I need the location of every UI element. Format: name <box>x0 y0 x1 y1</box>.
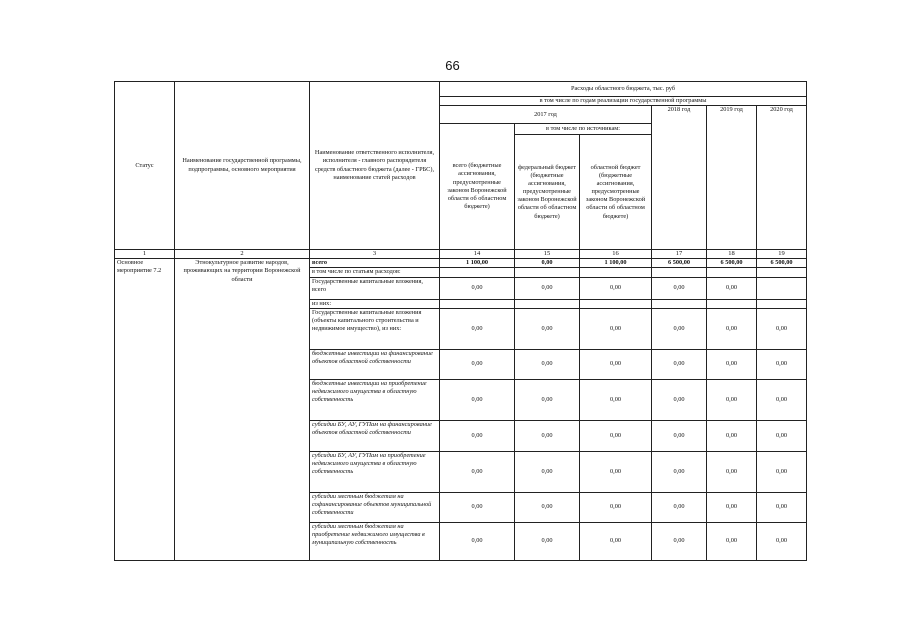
value-cell: 0,00 <box>515 522 580 560</box>
main-name: Этнокультурное развитие народов, проживающих на территории Воронежской области <box>175 259 310 561</box>
value-cell: 6 500,00 <box>757 259 807 268</box>
value-cell: 0,00 <box>652 522 707 560</box>
value-cell: 6 500,00 <box>652 259 707 268</box>
value-cell: 0,00 <box>580 451 652 492</box>
value-cell: 0,00 <box>515 420 580 451</box>
value-cell: 0,00 <box>652 420 707 451</box>
value-cell: 0,00 <box>652 277 707 299</box>
value-cell <box>515 268 580 277</box>
value-cell: 0,00 <box>515 379 580 420</box>
value-cell: 0,00 <box>580 308 652 349</box>
value-cell <box>652 299 707 308</box>
value-cell: 0,00 <box>580 379 652 420</box>
header-row-1 <box>115 82 807 97</box>
column-number: 1 <box>115 250 175 259</box>
value-cell: 0,00 <box>652 451 707 492</box>
value-cell: 1 100,00 <box>440 259 515 268</box>
value-cell: 0,00 <box>707 492 757 522</box>
value-cell: 0,00 <box>707 277 757 299</box>
header-year-2018: 2018 год <box>652 106 707 250</box>
value-cell: 0,00 <box>515 451 580 492</box>
value-cell: 0,00 <box>580 522 652 560</box>
row-label: в том числе по статьям расходов: <box>310 268 440 277</box>
value-cell: 0,00 <box>757 308 807 349</box>
value-cell: 0,00 <box>580 492 652 522</box>
value-cell <box>757 299 807 308</box>
value-cell: 0,00 <box>440 277 515 299</box>
header-year-2017: 2017 год <box>440 106 652 124</box>
value-cell <box>757 277 807 299</box>
column-number: 17 <box>652 250 707 259</box>
value-cell: 0,00 <box>515 492 580 522</box>
budget-table <box>114 81 807 561</box>
main-status: Основное мероприятие 7.2 <box>115 259 175 561</box>
value-cell <box>440 299 515 308</box>
row-label: из них: <box>310 299 440 308</box>
value-cell: 0,00 <box>652 349 707 379</box>
value-cell: 0,00 <box>757 349 807 379</box>
value-cell: 0,00 <box>707 308 757 349</box>
value-cell: 0,00 <box>707 522 757 560</box>
page-number: 66 <box>445 58 460 73</box>
column-numbers-row <box>115 250 807 259</box>
value-cell: 1 100,00 <box>580 259 652 268</box>
header-by-years: в том числе по годам реализации государственной программы <box>440 97 807 106</box>
value-cell: 0,00 <box>652 379 707 420</box>
value-cell: 6 500,00 <box>707 259 757 268</box>
header-expenses: Расходы областного бюджета, тыс. руб <box>440 82 807 97</box>
value-cell <box>580 268 652 277</box>
value-cell: 0,00 <box>515 308 580 349</box>
column-number: 14 <box>440 250 515 259</box>
value-cell: 0,00 <box>707 349 757 379</box>
value-cell: 0,00 <box>440 492 515 522</box>
header-status: Статус <box>115 82 175 250</box>
value-cell: 0,00 <box>440 379 515 420</box>
value-cell <box>515 299 580 308</box>
value-cell: 0,00 <box>652 308 707 349</box>
value-cell: 0,00 <box>440 308 515 349</box>
row-label: субсидии БУ, АУ, ГУПам на финансирование объектов областной собственности <box>310 420 440 451</box>
value-cell: 0,00 <box>757 492 807 522</box>
row-label: Государственные капитальные вложения, всего <box>310 277 440 299</box>
header-federal-col: федеральный бюджет (бюджетные ассигнования, предусмотренные законом Воронежской области об областном бюджете) <box>515 135 580 250</box>
header-program-name: Наименование государственной программы, подпрограммы, основного мероприятия <box>175 82 310 250</box>
column-number: 19 <box>757 250 807 259</box>
value-cell: 0,00 <box>580 420 652 451</box>
row-label: всего <box>310 259 440 268</box>
value-cell: 0,00 <box>707 379 757 420</box>
header-regional-col: областной бюджет (бюджетные ассигнования, предусмотренные законом Воронежской области об областном бюджете) <box>580 135 652 250</box>
value-cell <box>440 268 515 277</box>
column-number: 18 <box>707 250 757 259</box>
row-label: субсидии БУ, АУ, ГУПам на приобретение недвижимого имущества в областную собственность <box>310 451 440 492</box>
value-cell <box>757 268 807 277</box>
value-cell <box>580 299 652 308</box>
value-cell: 0,00 <box>757 451 807 492</box>
value-cell: 0,00 <box>707 451 757 492</box>
column-number: 2 <box>175 250 310 259</box>
header-total-col: всего (бюджетные ассигнования, предусмотренные законом Воронежской области об областном бюджете) <box>440 124 515 250</box>
column-number: 3 <box>310 250 440 259</box>
value-cell: 0,00 <box>440 349 515 379</box>
value-cell: 0,00 <box>515 277 580 299</box>
value-cell: 0,00 <box>757 420 807 451</box>
value-cell <box>707 268 757 277</box>
row-label: субсидии местным бюджетам на софинансирование объектов муниципальной собственности <box>310 492 440 522</box>
value-cell: 0,00 <box>515 259 580 268</box>
value-cell: 0,00 <box>515 349 580 379</box>
row-label: Государственные капитальные вложения (объекты капитального строительства и недвижимое имущество), из них: <box>310 308 440 349</box>
value-cell: 0,00 <box>440 451 515 492</box>
header-year-2020: 2020 год <box>757 106 807 250</box>
header-by-sources: в том числе по источникам: <box>515 124 652 135</box>
value-cell <box>707 299 757 308</box>
header-executor: Наименование ответственного исполнителя, исполнителя - главного распорядителя средств областного бюджета (далее - ГРБС), наименование статей расходов <box>310 82 440 250</box>
value-cell: 0,00 <box>757 522 807 560</box>
table-row <box>115 259 807 268</box>
column-number: 15 <box>515 250 580 259</box>
value-cell: 0,00 <box>580 349 652 379</box>
value-cell: 0,00 <box>440 420 515 451</box>
column-number: 16 <box>580 250 652 259</box>
header-year-2019: 2019 год <box>707 106 757 250</box>
value-cell: 0,00 <box>652 492 707 522</box>
value-cell: 0,00 <box>440 522 515 560</box>
value-cell: 0,00 <box>707 420 757 451</box>
row-label: бюджетные инвестиции на финансирование объектов областной собственности <box>310 349 440 379</box>
value-cell: 0,00 <box>757 379 807 420</box>
row-label: субсидии местным бюджетам на приобретение недвижимого имущества в муниципальную собственность <box>310 522 440 560</box>
row-label: бюджетные инвестиции на приобретение недвижимого имущества в областную собственность <box>310 379 440 420</box>
value-cell <box>652 268 707 277</box>
value-cell: 0,00 <box>580 277 652 299</box>
